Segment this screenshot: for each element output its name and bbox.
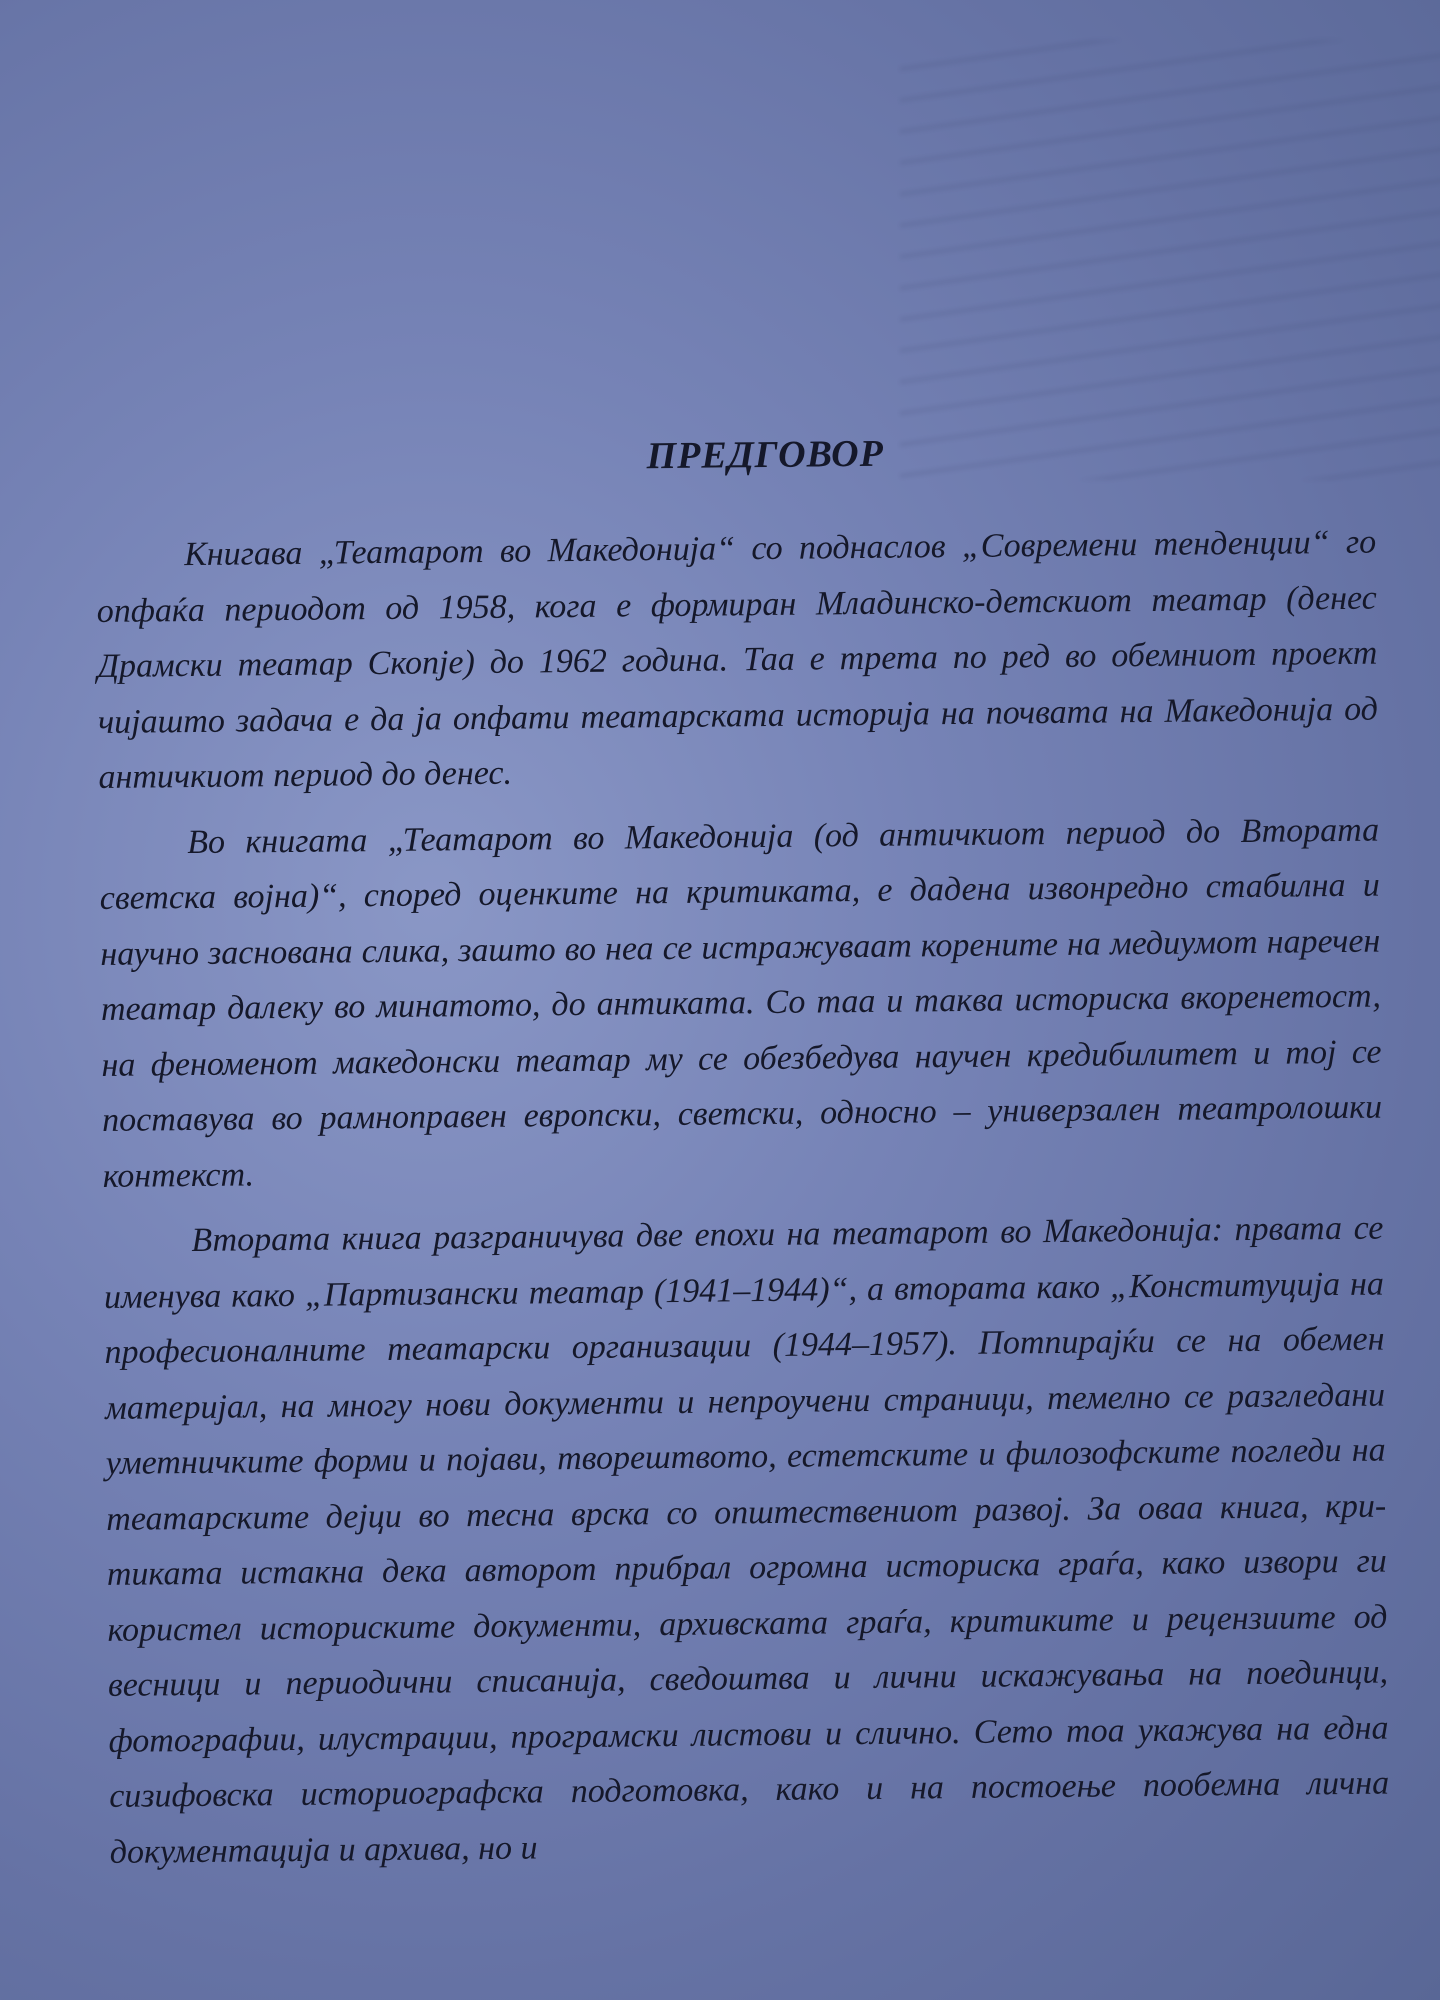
show-through-text [900,40,1440,480]
paragraph-3: Втората книга разграничува две епохи на театарот во Македонија: првата се именува како „Партизански театар (1941–1944)“, а втората како „Конституција на професионалните театарски организации (1944–1957). Потпирајќи се на обемен материјал, на многу нови документи и непроучени страници, темелно се разгледани уметничките форми и појави, творештвото, естетските и филозофските погледи на театарските дејци во тесна врска со општествениот развој. За оваа книга, критиката истакна дека авторот прибрал огромна историска граѓа, како извори ги користел историските документи, архивската граѓа, критиките и рецензиите од весници и периодични списанија, сведоштва и лични искажувања на поединци, фотографии, илустрации, програмски листови и слично. Сето тоа укажува на една сизифовска историографска подготовка, како и на постоење пообемна лична документација и архива, но и [103,1209,1390,1871]
page-content [95,427,1390,1890]
page-heading: ПРЕДГОВОР [646,432,885,478]
paragraph-2: Во книгата „Театарот во Македонија (од античкиот период до Втората светска војна)“, според оценките на критиката, е дадена извонредно стабилна и научно заснована слика, зашто во неа се истражуваат корените на медиумот наречен театар далеку во минатото, до антиката. Со таа и таква историска вкоренетост, на феноменот македонски театар му се обезбедува научен кредибилитет и тој се поставува во рамноправен европски, светски, односно – универзален театролошки контекст. [99,811,1383,1195]
paragraph-1: Книгава „Театарот во Македонија“ со поднаслов „Современи тенденции“ го опфаќа периодот од 1958, кога е формиран Младинско-детскиот театар (денес Драмски театар Скопје) до 1962 година. Таа е трета по ред во обемниот проект чијашто задача е да ја опфати театарската историја на почвата на Македонија од античкиот период до денес. [96,523,1379,796]
